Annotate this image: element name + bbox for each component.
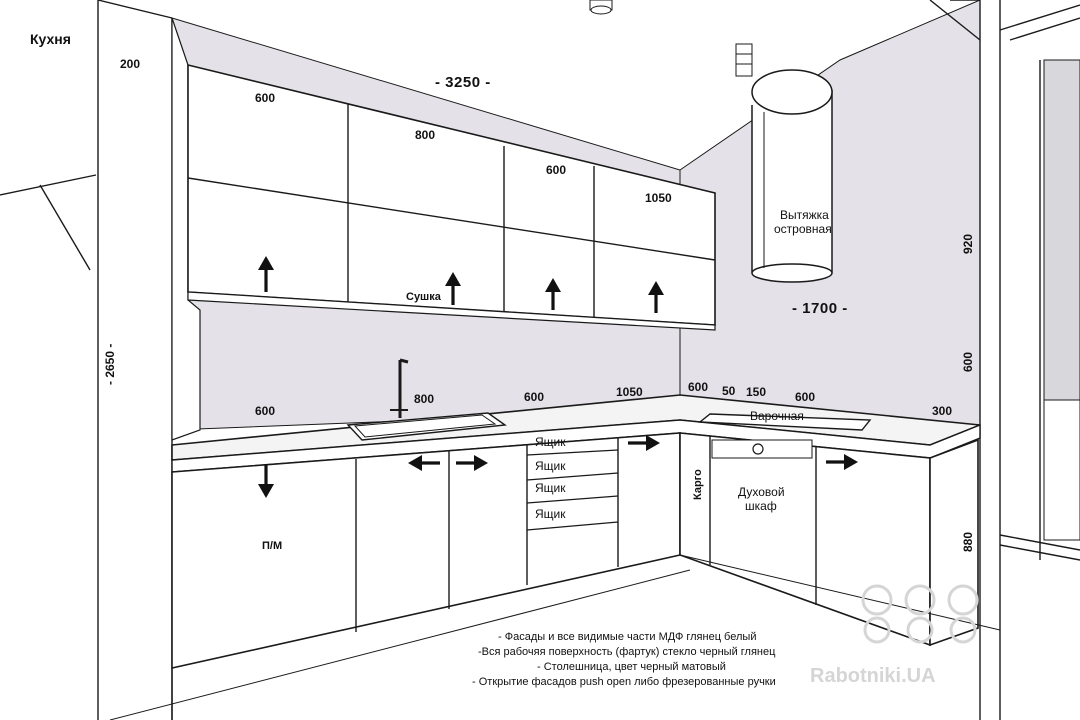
dim-lower-6: 50 bbox=[722, 384, 736, 398]
dim-lower-3: 600 bbox=[524, 390, 545, 404]
ceiling-light bbox=[590, 0, 752, 76]
note-4: - Открытие фасадов push open либо фрезерованные ручки bbox=[472, 676, 776, 688]
window-glass bbox=[1044, 60, 1080, 400]
drawer-label-2: Ящик bbox=[535, 459, 566, 473]
hood-label-1: Вытяжка bbox=[780, 208, 829, 222]
dim-upper-4: 1050 bbox=[645, 191, 672, 205]
dim-lower-1: 600 bbox=[255, 404, 276, 418]
window-lower bbox=[1044, 400, 1080, 540]
dim-upper-3: 600 bbox=[546, 163, 567, 177]
note-2: -Вся рабочяя поверхность (фартук) стекло черный глянец bbox=[478, 646, 776, 658]
note-3: - Столешница, цвет черный матовый bbox=[537, 661, 726, 673]
dim-vert-920: 920 bbox=[961, 233, 975, 254]
drawer-label-3: Ящик bbox=[535, 481, 566, 495]
dim-right-wall: - 1700 - bbox=[792, 300, 848, 317]
dishwasher-label: П/М bbox=[262, 540, 283, 552]
dim-total-width: - 3250 - bbox=[435, 74, 491, 91]
oven-label-1: Духовой bbox=[738, 485, 785, 499]
oven-label-2: шкаф bbox=[745, 499, 777, 513]
cooktop-label: Варочная bbox=[750, 409, 804, 423]
dim-wall-top: 200 bbox=[120, 57, 141, 71]
watermark-text: Rabotniki.UA bbox=[810, 665, 936, 687]
dim-upper-2: 800 bbox=[415, 128, 436, 142]
dim-total-height: - 2650 - bbox=[103, 343, 117, 385]
dim-vert-600: 600 bbox=[961, 351, 975, 372]
dim-lower-2: 800 bbox=[414, 392, 435, 406]
drawer-label-1: Ящик bbox=[535, 435, 566, 449]
dim-lower-4: 1050 bbox=[616, 385, 643, 399]
drawer-label-4: Ящик bbox=[535, 507, 566, 521]
dim-lower-7: 150 bbox=[746, 385, 767, 399]
dim-upper-1: 600 bbox=[255, 91, 276, 105]
dryer-label: Сушка bbox=[406, 291, 441, 303]
page-title: Кухня bbox=[30, 31, 71, 47]
dim-vert-880: 880 bbox=[961, 531, 975, 552]
dim-lower-5: 600 bbox=[688, 380, 709, 394]
note-1: - Фасады и все видимые части МДФ глянец белый bbox=[498, 631, 757, 643]
cargo-label: Карго bbox=[692, 469, 704, 500]
dim-lower-8: 600 bbox=[795, 390, 816, 404]
dim-lower-9: 300 bbox=[932, 404, 953, 418]
hood-label-2: островная bbox=[774, 222, 832, 236]
hood bbox=[752, 70, 832, 282]
